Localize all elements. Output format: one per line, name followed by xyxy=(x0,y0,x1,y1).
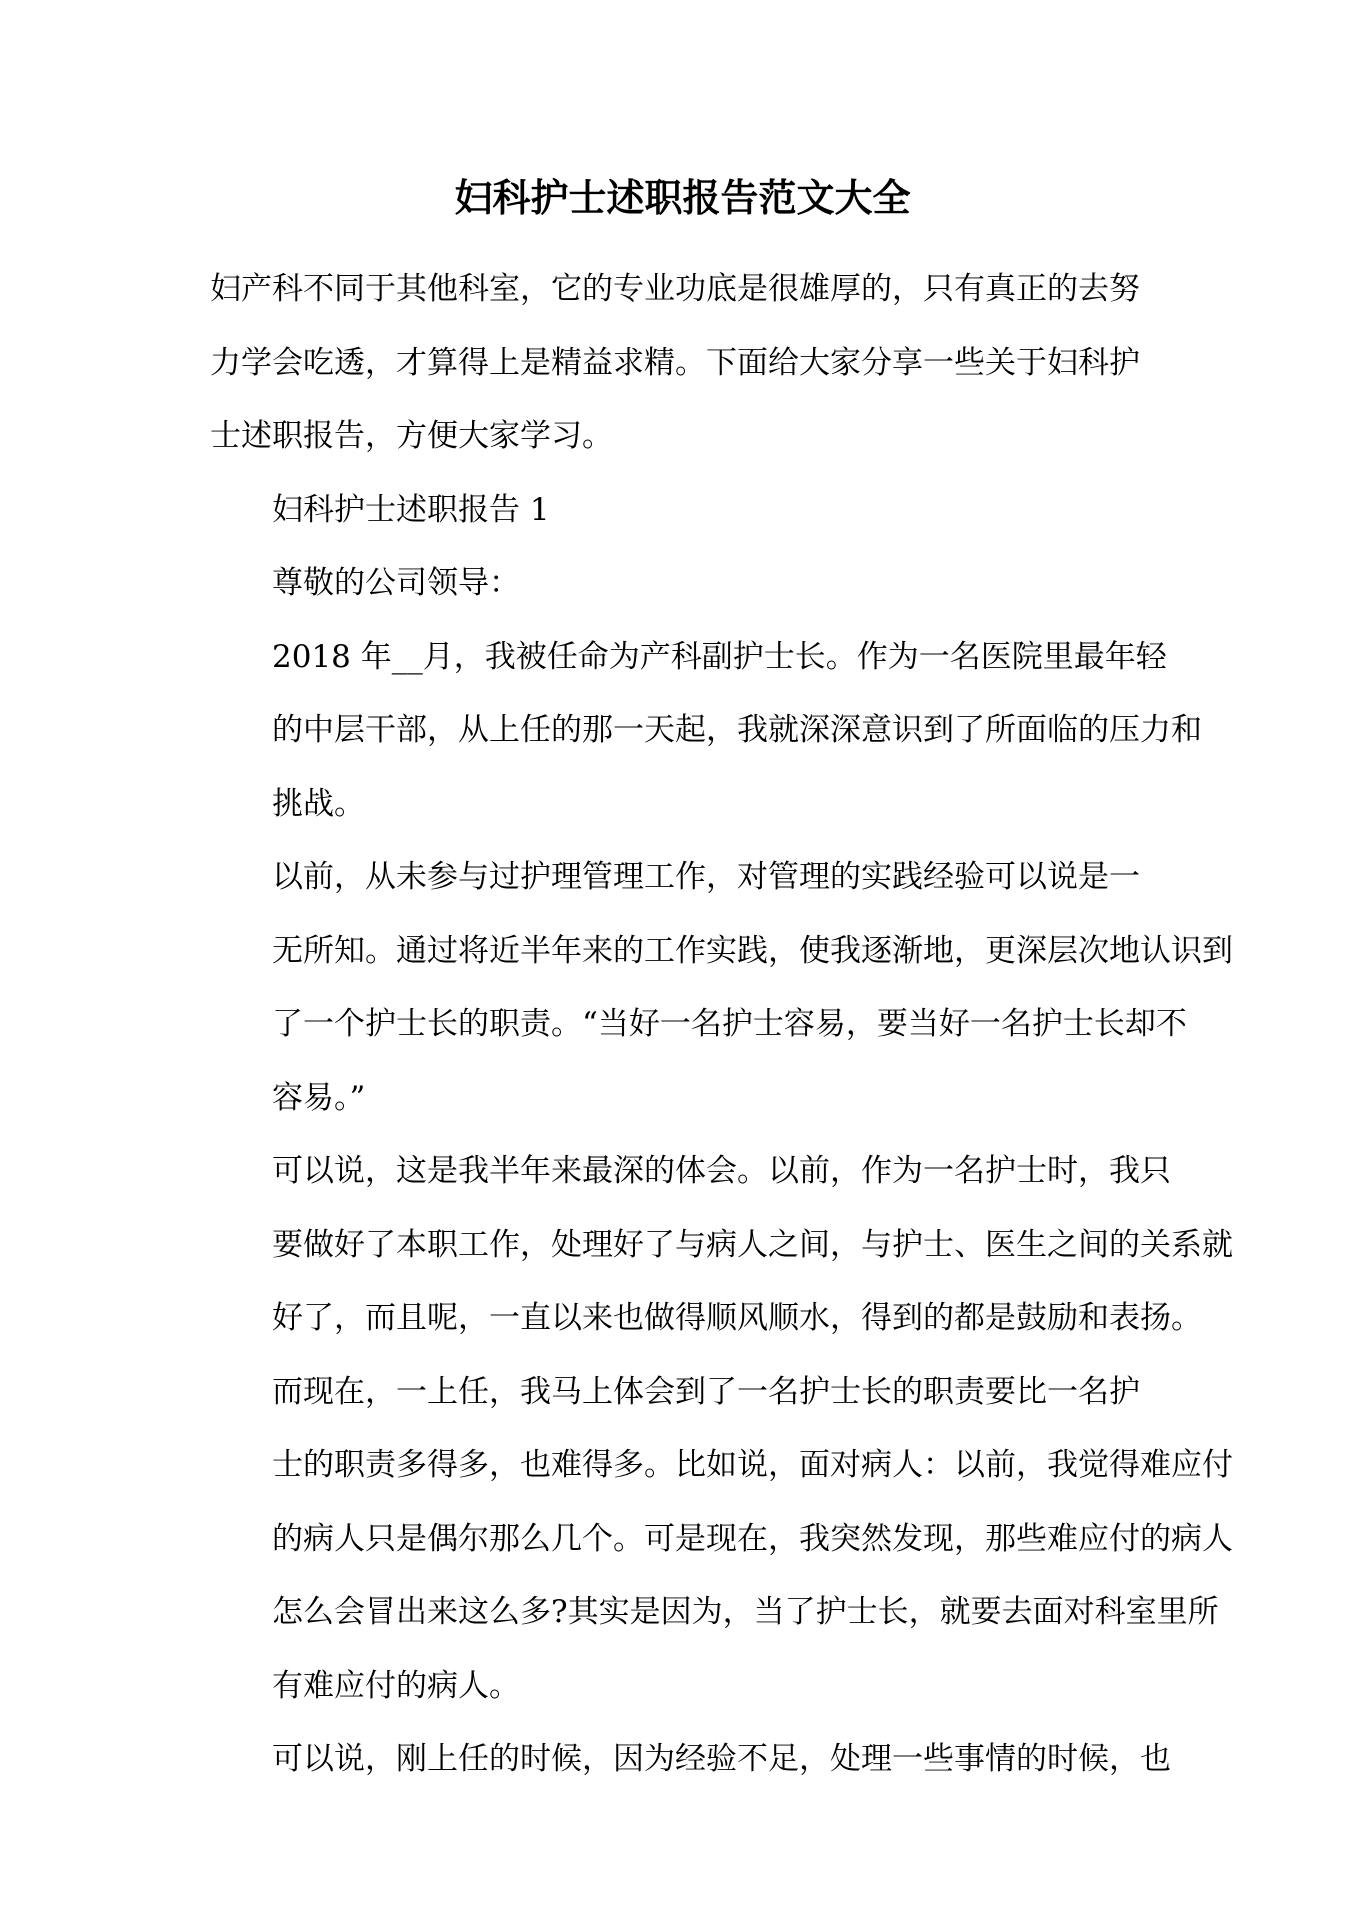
text-line: 士述职报告，方便大家学习。 xyxy=(210,418,613,454)
paragraph xyxy=(210,547,1170,621)
text-line: 的中层干部，从上任的那一天起，我就深深意识到了所面临的压力和 xyxy=(272,712,1202,748)
text-line: 有难应付的病人。 xyxy=(272,1667,520,1704)
document-body xyxy=(210,253,1233,1797)
text-line: 要做好了本职工作，处理好了与病人之间，与护士、医生之间的关系就 xyxy=(272,1226,1233,1263)
text-line: 可以说，这是我半年来最深的体会。以前，作为一名护士时，我只 xyxy=(272,1153,1171,1189)
text-line: 容易。” xyxy=(272,1079,366,1116)
text-line: 以前，从未参与过护理管理工作，对管理的实践经验可以说是一 xyxy=(272,859,1140,895)
document-title: 妇科护士述职报告范文大全 xyxy=(454,175,911,220)
text-line: 力学会吃透，才算得上是精益求精。下面给大家分享一些关于妇科护 xyxy=(210,344,1140,381)
text-line: 尊敬的公司领导： xyxy=(272,565,520,601)
text-line: 了一个护士长的职责。“当好一名护士容易，要当好一名护士长却不 xyxy=(272,1006,1187,1042)
text-line: 而现在，一上任，我马上体会到了一名护士长的职责要比一名护 xyxy=(272,1373,1140,1410)
text-line: 的病人只是偶尔那么几个。可是现在，我突然发现，那些难应付的病人 xyxy=(272,1520,1233,1557)
text-line: 无所知。通过将近半年来的工作实践，使我逐渐地，更深层次地认识到 xyxy=(272,932,1233,969)
text-line: 可以说，刚上任的时候，因为经验不足，处理一些事情的时候，也 xyxy=(272,1741,1171,1777)
paragraph xyxy=(210,1356,1233,1724)
paragraph xyxy=(210,841,1233,1135)
paragraph xyxy=(210,621,1202,842)
paragraph xyxy=(210,253,1170,474)
text-line: 妇科护士述职报告 1 xyxy=(272,491,550,528)
text-line: 好了，而且呢，一直以来也做得顺风顺水，得到的都是鼓励和表扬。 xyxy=(272,1300,1202,1336)
paragraph xyxy=(210,474,1170,548)
paragraph xyxy=(210,1723,1170,1797)
text-line: 士的职责多得多，也难得多。比如说，面对病人：以前，我觉得难应付 xyxy=(272,1447,1233,1483)
text-line: 怎么会冒出来这么多?其实是因为，当了护士长，就要去面对科室里所 xyxy=(272,1594,1219,1630)
text-line: 2018 年__月，我被任命为产科副护士长。作为一名医院里最年轻 xyxy=(272,638,1167,675)
text-line: 挑战。 xyxy=(272,785,365,822)
text-line: 妇产科不同于其他科室，它的专业功底是很雄厚的，只有真正的去努 xyxy=(210,271,1140,307)
paragraph xyxy=(210,1135,1233,1356)
